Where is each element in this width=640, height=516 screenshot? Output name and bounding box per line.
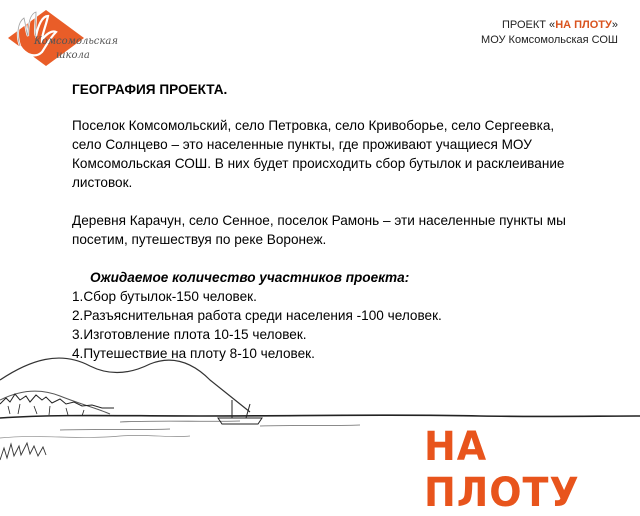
list-item: 3.Изготовление плота 10-15 человек. xyxy=(72,327,307,342)
main-content xyxy=(72,80,572,363)
page-heading: ГЕОГРАФИЯ ПРОЕКТА. xyxy=(72,82,228,97)
tree-line xyxy=(0,394,114,408)
school-name: МОУ Комсомольская СОШ xyxy=(481,34,618,46)
hills-outline xyxy=(0,358,250,412)
participants-heading: Ожидаемое количество участников проекта: xyxy=(90,270,410,285)
list-item: 4.Путешествие на плоту 8-10 человек. xyxy=(72,346,315,361)
logo-text-line1: Комсомольская xyxy=(34,36,118,47)
school-logo xyxy=(6,6,122,70)
project-name: НА ПЛОТУ xyxy=(555,19,612,31)
project-title: ПРОЕКТ «НА ПЛОТУ» xyxy=(501,19,618,31)
paragraph-locations: Поселок Комсомольский, село Петровка, село Кривоборье, село Сергеевка, село Солнцево – это населенные пункты, где проживают учащиеся МОУ Комсомольская СОШ. В них будет происходить сбор бутылок и расклеивание листовок. xyxy=(72,118,565,190)
logo-text-line2: школа xyxy=(56,50,90,61)
list-item: 1.Сбор бутылок-150 человек. xyxy=(72,289,257,304)
logo-hand-icon xyxy=(6,6,122,70)
shoreline xyxy=(0,415,640,418)
brand-title: НА ПЛОТУ xyxy=(424,424,580,516)
project-header xyxy=(481,18,618,48)
grass-foreground xyxy=(0,443,46,460)
paragraph-route: Деревня Карачун, село Сенное, поселок Рамонь – эти населенные пункты мы посетим, путешествуя по реке Воронеж. xyxy=(72,213,566,247)
list-item: 2.Разъяснительная работа среди населения -100 человек. xyxy=(72,308,442,323)
